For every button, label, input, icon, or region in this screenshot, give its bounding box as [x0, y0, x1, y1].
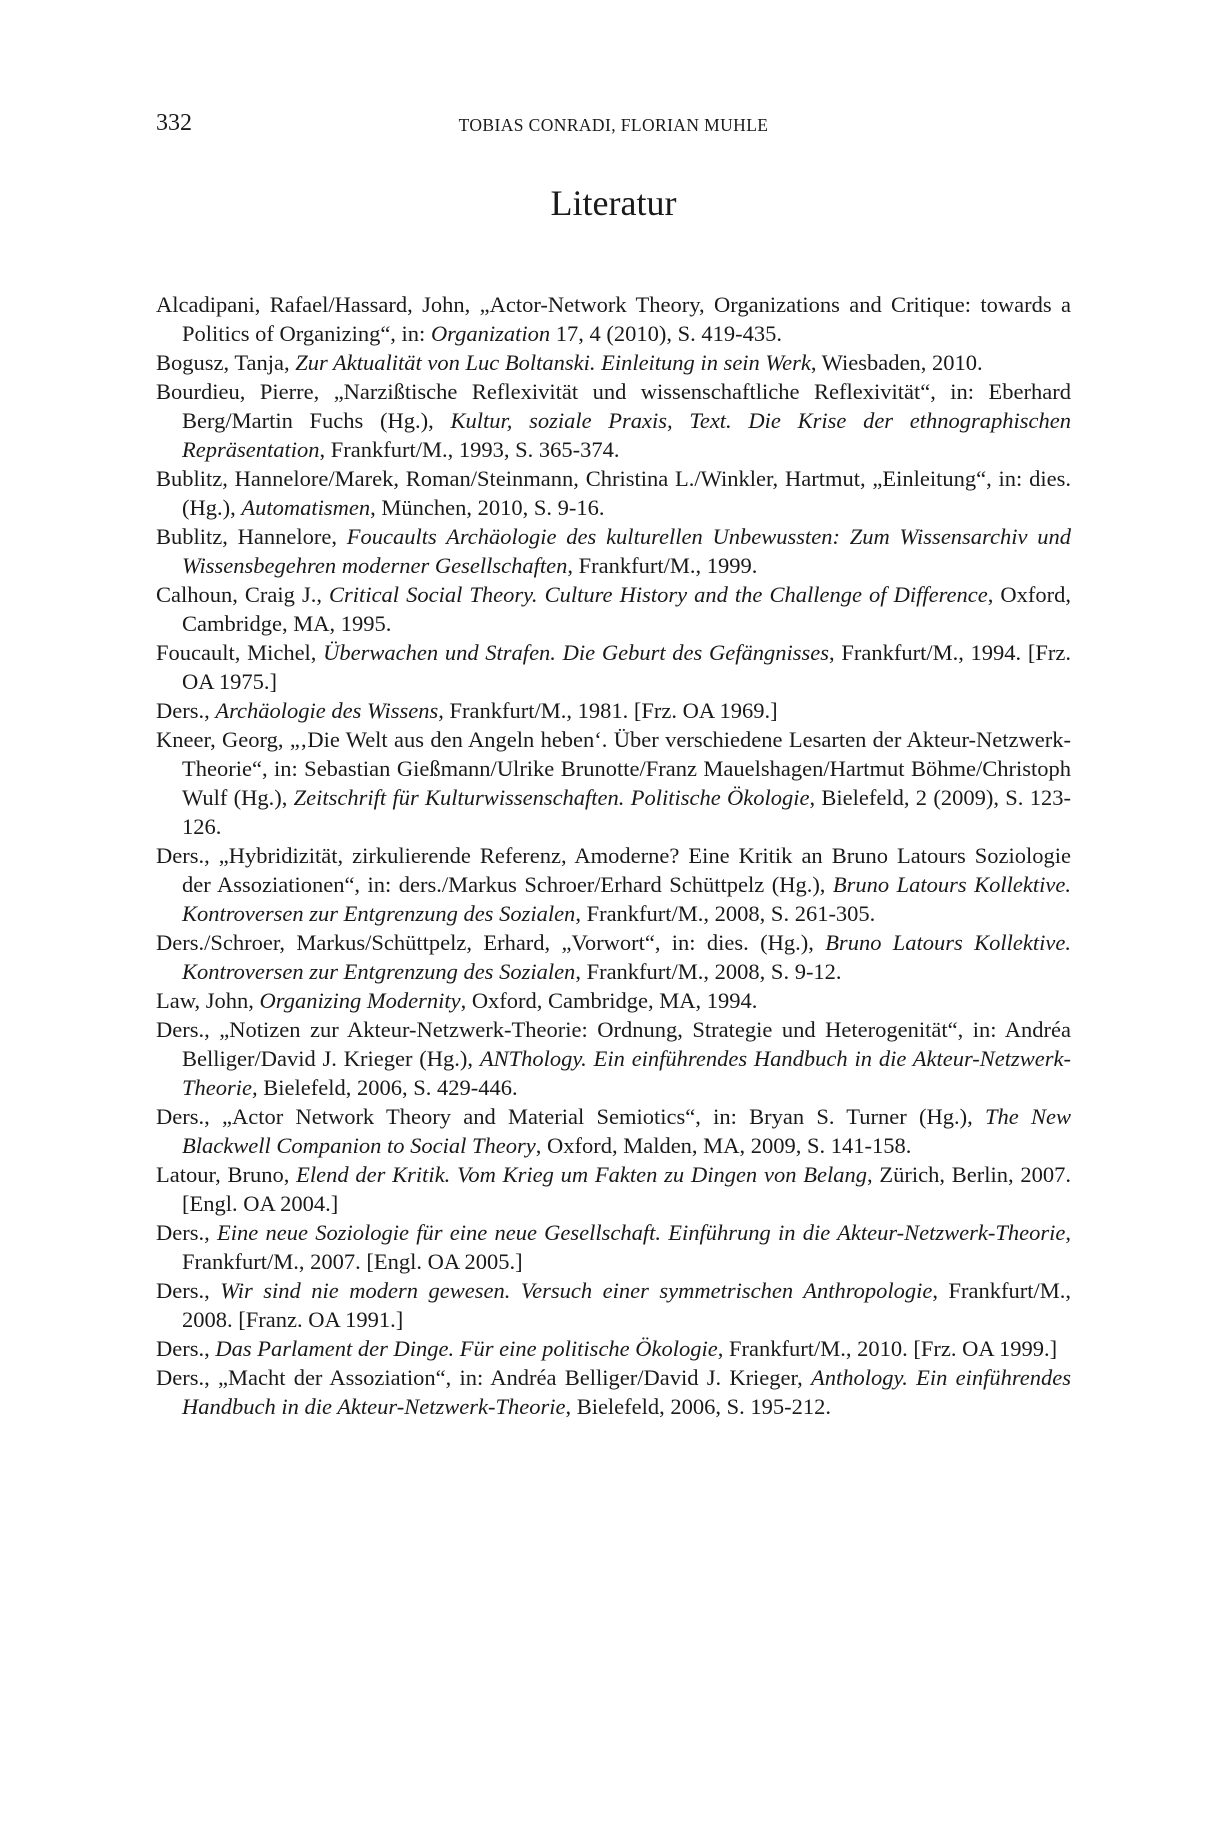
reference-title: Eine neue Soziologie für eine neue Gesellschaft. Einführung in die Akteur-Netzwerk-Theorie	[217, 1220, 1066, 1245]
reference-text: Ders., „Notizen zur Akteur-Netzwerk-Theorie: Ordnung, Strategie und Heterogenität“, in: Andréa Belliger/David J. Krieger (Hg.),	[156, 1017, 1071, 1071]
reference-text: 17, 4 (2010), S. 419-435.	[550, 321, 782, 346]
reference-title: Automatismen	[241, 495, 371, 520]
reference-entry	[156, 1276, 1071, 1334]
reference-entry	[156, 696, 1071, 725]
reference-entry	[156, 725, 1071, 841]
reference-text: , Frankfurt/M., 2008. [Franz. OA 1991.]	[182, 1278, 1071, 1332]
reference-entry	[156, 464, 1071, 522]
reference-title: Bruno Latours Kollektive. Kontroversen zur Entgrenzung des Sozialen	[182, 872, 1071, 926]
reference-text: , München, 2010, S. 9-16.	[370, 495, 605, 520]
reference-title: Bruno Latours Kollektive. Kontroversen zur Entgrenzung des Sozialen	[182, 930, 1071, 984]
reference-text: Ders.,	[156, 1336, 216, 1361]
reference-text: Ders.,	[156, 1278, 221, 1303]
reference-entry	[156, 841, 1071, 928]
reference-text: , Oxford, Malden, MA, 2009, S. 141-158.	[535, 1133, 912, 1158]
reference-text: Alcadipani, Rafael/Hassard, John, „Actor-Network Theory, Organizations and Critique: towards a Politics of Organizing“, in:	[156, 292, 1071, 346]
reference-text: Bourdieu, Pierre, „Narzißtische Reflexivität und wissenschaftliche Reflexivität“, in: Eberhard Berg/Martin Fuchs (Hg.),	[156, 379, 1071, 433]
reference-text: Kneer, Georg, „‚Die Welt aus den Angeln heben‘. Über verschiedene Lesarten der Akteur-Netzwerk-Theorie“, in: Sebastian Gießmann/Ulrike Brunotte/Franz Mauelshagen/Hartmut Böhme/Christoph Wulf (Hg.),	[156, 727, 1071, 810]
reference-text: , Zürich, Berlin, 2007. [Engl. OA 2004.]	[182, 1162, 1072, 1216]
running-head	[156, 110, 1071, 140]
reference-entry	[156, 580, 1071, 638]
reference-title: Zeitschrift für Kulturwissenschaften. Politische Ökologie	[293, 785, 810, 810]
reference-text: Calhoun, Craig J.,	[156, 582, 330, 607]
reference-title: Das Parlament der Dinge. Für eine politische Ökologie	[215, 1336, 718, 1361]
reference-entry	[156, 348, 1071, 377]
reference-text: Ders.,	[156, 1220, 217, 1245]
reference-title: Überwachen und Strafen. Die Geburt des Gefängnisses	[323, 640, 829, 665]
reference-title: Critical Social Theory. Culture History and the Challenge of Difference	[329, 582, 988, 607]
page-number: 332	[156, 110, 192, 136]
reference-text: Bublitz, Hannelore,	[156, 524, 347, 549]
reference-text: , Bielefeld, 2006, S. 195-212.	[565, 1394, 832, 1419]
reference-text: , Bielefeld, 2 (2009), S. 123-126.	[182, 785, 1071, 839]
reference-title: Zur Aktualität von Luc Boltanski. Einleitung in sein Werk	[295, 350, 811, 375]
reference-entry	[156, 1160, 1071, 1218]
reference-text: , Wiesbaden, 2010.	[810, 350, 983, 375]
reference-text: , Frankfurt/M., 1981. [Frz. OA 1969.]	[438, 698, 778, 723]
reference-text: , Oxford, Cambridge, MA, 1995.	[182, 582, 1071, 636]
reference-text: , Frankfurt/M., 2008, S. 9-12.	[575, 959, 842, 984]
reference-title: Organizing Modernity	[259, 988, 461, 1013]
reference-list	[156, 290, 1071, 1421]
reference-entry	[156, 986, 1071, 1015]
reference-text: Ders., „Macht der Assoziation“, in: Andréa Belliger/David J. Krieger,	[156, 1365, 811, 1390]
reference-entry	[156, 377, 1071, 464]
reference-title: Anthology. Ein einführendes Handbuch in die Akteur-Netzwerk-Theorie	[182, 1365, 1071, 1419]
reference-text: Ders./Schroer, Markus/Schüttpelz, Erhard, „Vorwort“, in: dies. (Hg.),	[156, 930, 826, 955]
reference-text: Foucault, Michel,	[156, 640, 324, 665]
reference-entry	[156, 290, 1071, 348]
section-title: Literatur	[550, 183, 677, 223]
header-authors: TOBIAS CONRADI, FLORIAN MUHLE	[458, 115, 769, 135]
reference-text: , Frankfurt/M., 2007. [Engl. OA 2005.]	[182, 1220, 1072, 1274]
reference-title: Foucaults Archäologie des kulturellen Unbewussten: Zum Wissensarchiv und Wissensbegehren moderner Gesellschaften	[182, 524, 1071, 578]
reference-entry	[156, 638, 1071, 696]
reference-entry	[156, 1334, 1071, 1363]
reference-text: Latour, Bruno,	[156, 1162, 297, 1187]
reference-text: , Oxford, Cambridge, MA, 1994.	[460, 988, 758, 1013]
reference-text: Bublitz, Hannelore/Marek, Roman/Steinmann, Christina L./Winkler, Hartmut, „Einleitung“, in: dies. (Hg.),	[156, 466, 1071, 520]
reference-text: Bogusz, Tanja,	[156, 350, 296, 375]
reference-title: The New Blackwell Companion to Social Theory	[182, 1104, 1071, 1158]
reference-entry	[156, 1102, 1071, 1160]
reference-title: Elend der Kritik. Vom Krieg um Fakten zu Dingen von Belang	[296, 1162, 867, 1187]
reference-entry	[156, 522, 1071, 580]
reference-text: Ders.,	[156, 698, 216, 723]
reference-text: , Frankfurt/M., 1993, S. 365-374.	[319, 437, 620, 462]
reference-text: , Frankfurt/M., 2008, S. 261-305.	[575, 901, 876, 926]
reference-text: Ders., „Hybridizität, zirkulierende Referenz, Amoderne? Eine Kritik an Bruno Latours Soziologie der Assoziationen“, in: ders./Markus Schroer/Erhard Schüttpelz (Hg.),	[156, 843, 1071, 897]
reference-title: ANThology. Ein einführendes Handbuch in die Akteur-Netzwerk-Theorie,	[182, 1046, 1071, 1100]
reference-title: Kultur, soziale Praxis, Text. Die Krise der ethnographischen Repräsentation	[182, 408, 1072, 462]
reference-text: , Frankfurt/M., 1999.	[567, 553, 758, 578]
reference-text: , Frankfurt/M., 2010. [Frz. OA 1999.]	[717, 1336, 1058, 1361]
reference-text: Bielefeld, 2006, S. 429-446.	[257, 1075, 518, 1100]
reference-text: Ders., „Actor Network Theory and Material Semiotics“, in: Bryan S. Turner (Hg.),	[156, 1104, 985, 1129]
reference-entry	[156, 1218, 1071, 1276]
reference-title: Organization	[430, 321, 551, 346]
reference-entry	[156, 1363, 1071, 1421]
reference-text: Law, John,	[156, 988, 260, 1013]
reference-entry	[156, 928, 1071, 986]
reference-entry	[156, 1015, 1071, 1102]
reference-title: Wir sind nie modern gewesen. Versuch einer symmetrischen Anthropologie	[220, 1278, 933, 1303]
reference-text: , Frankfurt/M., 1994. [Frz. OA 1975.]	[182, 640, 1071, 694]
reference-title: Archäologie des Wissens	[215, 698, 439, 723]
